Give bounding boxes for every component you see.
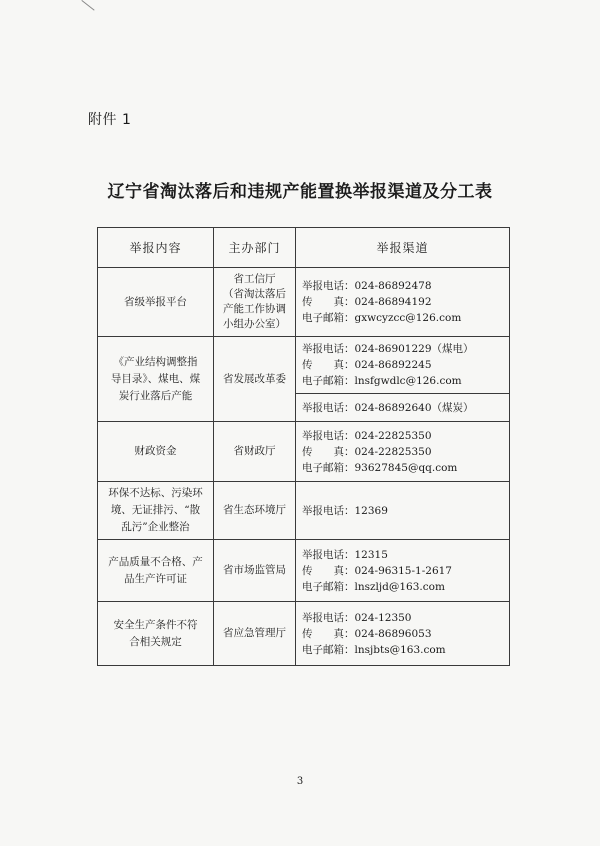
department-cell	[214, 268, 296, 337]
channel-email: 电子邮箱：lnsfgwdlc@126.com	[302, 375, 462, 387]
channel-fax: 传 真：024-86894192	[302, 296, 432, 308]
dept-line: 省应急管理厅	[223, 627, 286, 639]
dept-line: 省生态环境厅	[223, 504, 286, 516]
content-line: 环保不达标、污染环	[108, 487, 203, 499]
report-content-cell	[98, 482, 214, 540]
channel-fax: 传 真：024-86896053	[302, 627, 432, 640]
report-content-cell	[98, 337, 214, 422]
channel-phone: 举报电话：12369	[302, 504, 388, 517]
table-row	[98, 540, 510, 602]
channel-email: 电子邮箱：lnsjbts@163.com	[302, 643, 446, 656]
channel-phone: 举报电话：024-22825350	[302, 429, 432, 442]
content-line: 品生产许可证	[124, 572, 187, 585]
channel-cell	[296, 337, 510, 394]
dept-line: 小组办公室）	[223, 318, 286, 330]
report-content-cell	[98, 540, 214, 602]
channel-email: 电子邮箱：gxwcyzcc@126.com	[302, 312, 462, 324]
dept-line: 省工信厅	[233, 273, 276, 285]
content-line: 合相关规定	[129, 635, 182, 648]
scan-artifact	[81, 0, 94, 11]
department-cell	[214, 422, 296, 482]
department-cell	[214, 602, 296, 666]
channel-fax: 传 真：024-22825350	[302, 445, 432, 458]
document-title: 辽宁省淘汰落后和违规产能置换举报渠道及分工表	[107, 182, 493, 202]
channel-cell	[296, 422, 510, 482]
department-cell	[214, 540, 296, 602]
channel-email: 电子邮箱：lnszljd@163.com	[302, 580, 445, 593]
attachment-label: 附件 1	[88, 112, 132, 128]
table-row	[98, 482, 510, 540]
content-line: 省级举报平台	[124, 295, 187, 308]
channel-phone: 举报电话：024-86892640（煤炭）	[302, 401, 474, 414]
channel-cell	[296, 268, 510, 337]
channel-phone: 举报电话：024-86901229（煤电）	[302, 343, 474, 355]
header-channel: 举报渠道	[296, 228, 510, 268]
table-header-row	[98, 228, 510, 268]
content-line: 《产业结构调整指	[113, 355, 198, 368]
channel-phone: 举报电话：12315	[302, 548, 388, 561]
header-content: 举报内容	[98, 228, 214, 268]
report-content-cell	[98, 422, 214, 482]
department-cell	[214, 482, 296, 540]
table-row	[98, 337, 510, 394]
content-line: 产品质量不合格、产	[108, 555, 203, 568]
channel-phone: 举报电话：024-12350	[302, 611, 412, 624]
channel-email: 电子邮箱：93627845@qq.com	[302, 461, 458, 474]
dept-line: 产能工作协调	[223, 303, 286, 315]
channel-cell	[296, 602, 510, 666]
content-line: 安全生产条件不符	[113, 618, 198, 631]
department-cell	[214, 337, 296, 422]
content-line: 境、无证排污、“散	[110, 504, 201, 516]
content-line: 乱污”企业整治	[121, 521, 190, 533]
channel-fax: 传 真：024-96315-1-2617	[302, 564, 452, 577]
table-row	[98, 602, 510, 666]
channel-phone: 举报电话：024-86892478	[302, 280, 432, 292]
table-row	[98, 422, 510, 482]
header-dept: 主办部门	[214, 228, 296, 268]
dept-line: 省发展改革委	[223, 372, 286, 385]
table-row	[98, 268, 510, 337]
report-content-cell	[98, 602, 214, 666]
dept-line: 省财政厅	[233, 445, 276, 457]
content-line: 财政资金	[134, 445, 177, 457]
channel-cell	[296, 482, 510, 540]
channel-fax: 传 真：024-86892245	[302, 359, 432, 371]
dept-line: （省淘汰落后	[223, 288, 286, 300]
content-line: 导目录》、煤电、煤	[110, 372, 201, 385]
dept-line: 省市场监管局	[223, 564, 286, 576]
channel-cell	[296, 394, 510, 422]
report-channels-table	[97, 227, 510, 666]
page-number: 3	[296, 776, 304, 787]
channel-cell	[296, 540, 510, 602]
report-content-cell	[98, 268, 214, 337]
content-line: 炭行业落后产能	[118, 389, 193, 402]
